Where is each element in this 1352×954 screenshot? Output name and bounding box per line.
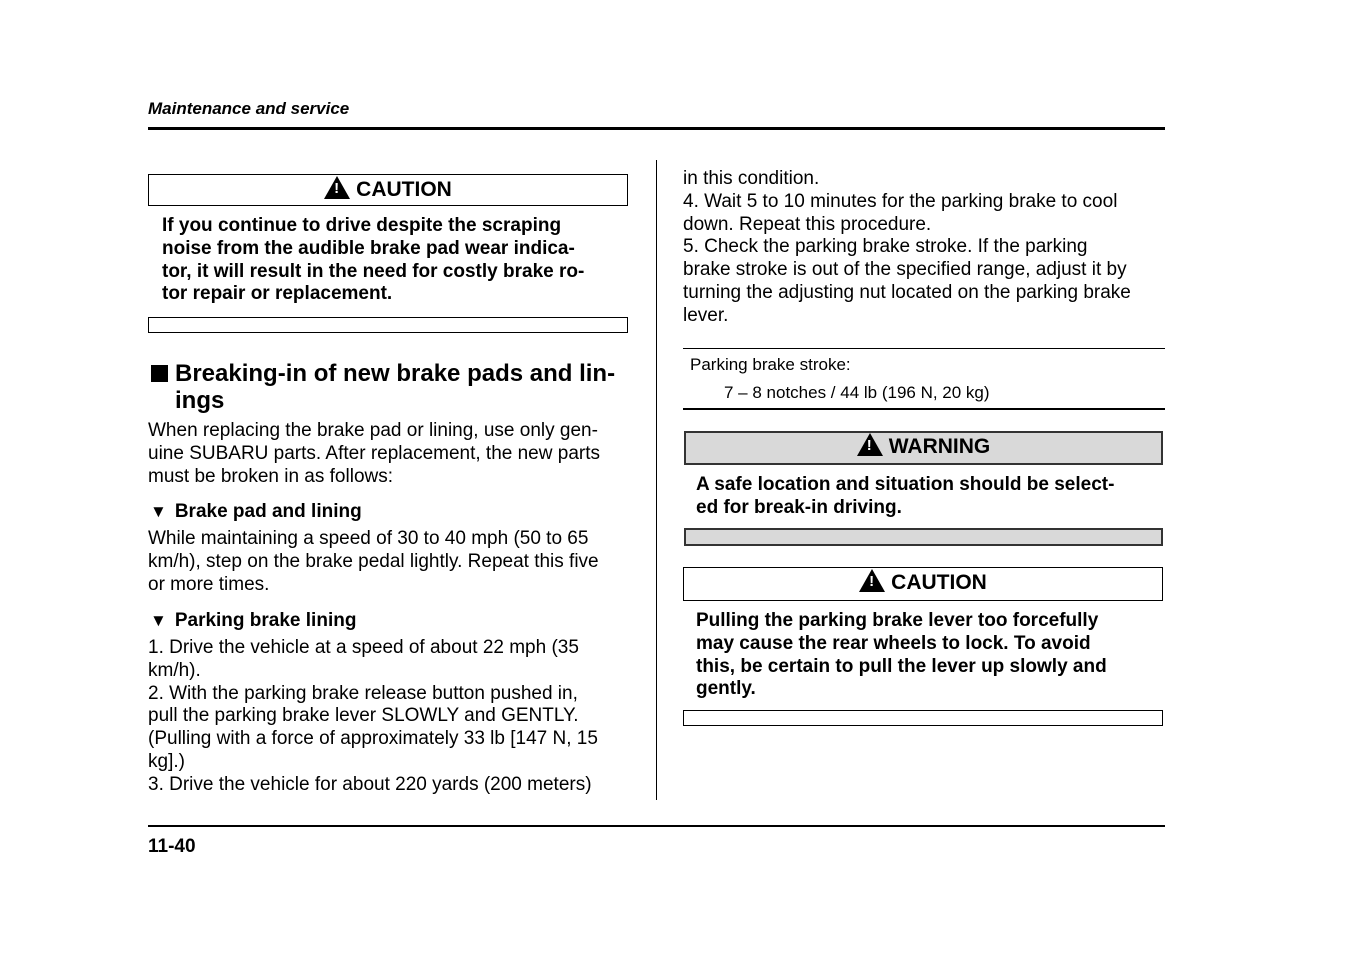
caution-line: gently. bbox=[696, 678, 756, 700]
text-line: pull the parking brake lever SLOWLY and GENTLY. bbox=[148, 705, 579, 727]
spec-label: Parking brake stroke: bbox=[690, 355, 851, 374]
black-square-icon bbox=[151, 365, 168, 382]
section-heading bbox=[151, 360, 631, 414]
warning-header bbox=[684, 431, 1163, 465]
caution-header bbox=[683, 567, 1163, 601]
warning-triangle-icon bbox=[859, 569, 885, 592]
caution-label: CAUTION bbox=[356, 178, 452, 201]
text-line: kg].) bbox=[148, 750, 185, 772]
caution-box-right bbox=[683, 567, 1163, 726]
subsection-heading-parking bbox=[150, 610, 356, 632]
text-line: brake stroke is out of the specified range, adjust it by bbox=[683, 259, 1127, 281]
caution-header bbox=[148, 174, 628, 206]
intro-paragraph bbox=[148, 420, 631, 488]
caution-line: If you continue to drive despite the scraping bbox=[162, 215, 562, 236]
spec-box bbox=[683, 348, 1165, 410]
warning-line: ed for break-in driving. bbox=[696, 496, 902, 518]
caution-line: this, be certain to pull the lever up slowly and bbox=[696, 655, 1107, 677]
text-line: While maintaining a speed of 30 to 40 mph (50 to 65 bbox=[148, 528, 589, 549]
section-heading-line1: Breaking-in of new brake pads and lin- bbox=[175, 360, 616, 387]
caution-footer bbox=[148, 317, 628, 333]
text-line: km/h), step on the brake pedal lightly. Repeat this five bbox=[148, 550, 599, 572]
caution-line: Pulling the parking brake lever too forcefully bbox=[696, 610, 1099, 631]
caution-text bbox=[683, 601, 1163, 710]
text-line: 3. Drive the vehicle for about 220 yards (200 meters) bbox=[148, 773, 592, 795]
subsection-title: Parking brake lining bbox=[174, 610, 357, 631]
warning-triangle-icon bbox=[857, 433, 883, 456]
caution-label: CAUTION bbox=[891, 571, 987, 594]
text-line: 1. Drive the vehicle at a speed of about 22 mph (35 bbox=[148, 637, 579, 658]
text-line: uine SUBARU parts. After replacement, the new parts bbox=[148, 442, 600, 464]
text-line: must be broken in as follows: bbox=[148, 465, 394, 487]
text-line: (Pulling with a force of approximately 33 lb [147 N, 15 bbox=[148, 728, 598, 750]
warning-line: A safe location and situation should be select- bbox=[696, 474, 1115, 495]
text-line: 4. Wait 5 to 10 minutes for the parking brake to cool bbox=[683, 190, 1118, 212]
caution-line: tor, it will result in the need for costly brake ro- bbox=[162, 260, 585, 282]
text-line: When replacing the brake pad or lining, use only gen- bbox=[148, 420, 598, 441]
text-line: km/h). bbox=[148, 659, 201, 681]
text-line: or more times. bbox=[148, 573, 270, 595]
warning-label: WARNING bbox=[888, 435, 991, 458]
text-line: in this condition. bbox=[683, 168, 820, 189]
caution-text bbox=[148, 206, 628, 317]
warning-triangle-icon bbox=[324, 176, 350, 199]
text-line: turning the adjusting nut located on the parking brake bbox=[683, 281, 1131, 303]
text-line: down. Repeat this procedure. bbox=[683, 213, 932, 235]
warning-text bbox=[684, 465, 1163, 528]
text-line: lever. bbox=[683, 304, 729, 326]
subsection-pad-paragraph bbox=[148, 528, 631, 596]
section-heading-line2: ings bbox=[175, 387, 225, 414]
text-line: 2. With the parking brake release button pushed in, bbox=[148, 682, 578, 704]
caution-line: noise from the audible brake pad wear indica- bbox=[162, 237, 575, 259]
text-line: 5. Check the parking brake stroke. If the parking bbox=[683, 236, 1088, 258]
page-number: 11-40 bbox=[148, 836, 196, 857]
down-triangle-icon: ▼ bbox=[150, 502, 167, 521]
subsection-title: Brake pad and lining bbox=[174, 501, 362, 522]
caution-footer bbox=[683, 710, 1163, 726]
subsection-parking-paragraph bbox=[148, 637, 631, 797]
caution-box-left bbox=[148, 174, 628, 333]
footer-rule bbox=[148, 825, 1165, 827]
down-triangle-icon: ▼ bbox=[150, 611, 167, 630]
warning-box bbox=[684, 431, 1163, 546]
subsection-heading-pad bbox=[150, 501, 362, 523]
warning-footer bbox=[684, 528, 1163, 546]
column-divider bbox=[656, 160, 657, 800]
spec-value: 7 – 8 notches / 44 lb (196 N, 20 kg) bbox=[724, 383, 990, 402]
caution-line: may cause the rear wheels to lock. To avoid bbox=[696, 632, 1091, 654]
header-rule bbox=[148, 127, 1165, 130]
continued-paragraph bbox=[683, 168, 1165, 328]
caution-line: tor repair or replacement. bbox=[162, 283, 393, 305]
section-title: Maintenance and service bbox=[148, 99, 350, 118]
